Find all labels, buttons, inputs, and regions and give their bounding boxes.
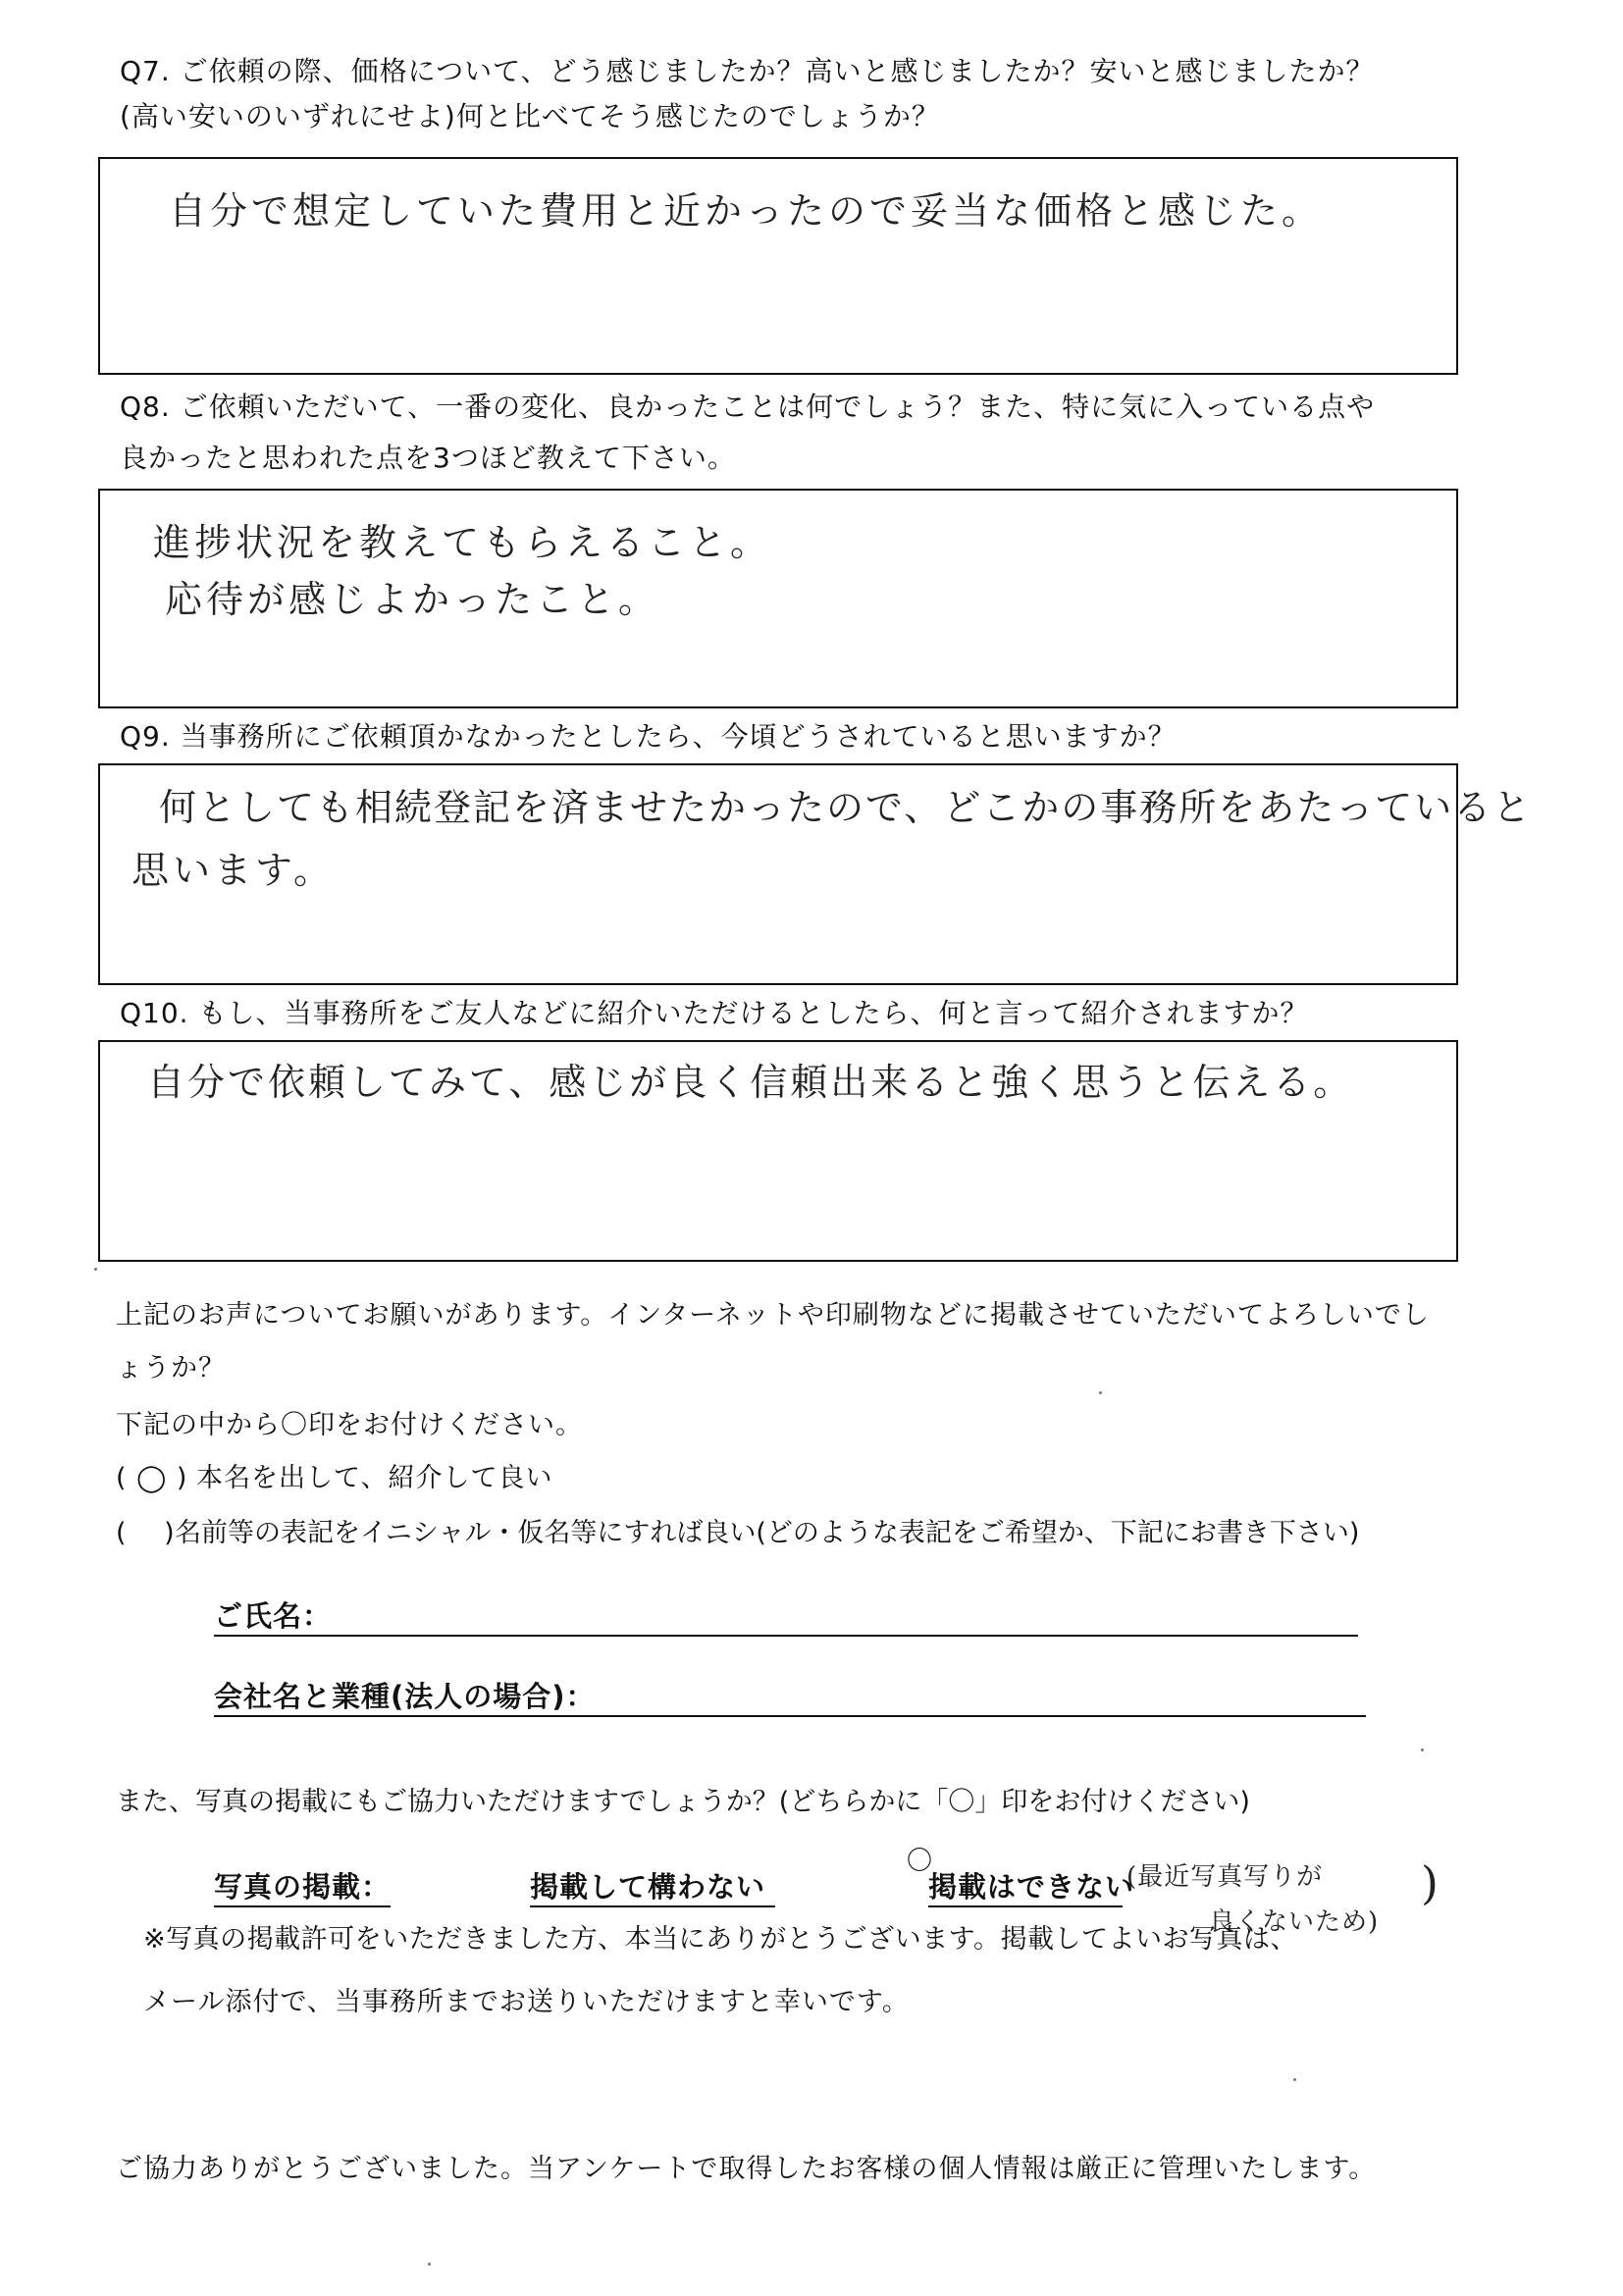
q8-question-line1: Q8. ご依頼いただいて、一番の変化、良かったことは何でしょう？また、特に気に入っている点や [120,391,1376,423]
q8-answer-line2: 応待が感じよかったこと。 [165,578,660,621]
footer-note: ご協力ありがとうございました。当アンケートで取得したお客様の個人情報は厳正に管理いたします。 [116,2154,1377,2184]
q7-answer-box[interactable] [98,157,1458,375]
option1-checkbox[interactable]: ( ◯ ) [116,1463,188,1493]
q10-question: Q10. もし、当事務所をご友人などに紹介いただけるとしたら、何と言って紹介されますか？ [120,997,1309,1029]
q9-answer-line2: 思います。 [131,849,335,892]
q9-answer-box[interactable] [98,763,1533,985]
option2-label: 名前等の表記をイニシャル・仮名等にすれば良い(どのような表記をご希望か、下記にお書き下さい) [175,1518,1360,1548]
option2-checkbox[interactable]: ( ) [116,1518,176,1548]
consent-line3: 下記の中から〇印をお付けください。 [116,1410,583,1440]
scan-speck [94,1268,97,1271]
q7-answer-text: 自分で想定していた費用と近かったので妥当な価格と感じた。 [169,189,1324,233]
photo-option-no-underline [928,1905,1123,1907]
name-label: ご氏名： [214,1599,333,1633]
q7-question-line2: (高い安いのいずれにせよ)何と比べてそう感じたのでしょうか？ [120,100,940,132]
q9-question: Q9. 当事務所にご依頼頂かなかったとしたら、今頃どうされていると思いますか？ [120,720,1177,753]
q10-answer-text: 自分で依頼してみて、感じが良く信頼出来ると強く思うと伝える。 [147,1061,1354,1104]
photo-option-no[interactable]: 掲載はできない [928,1870,1135,1904]
q8-answer-box[interactable] [98,489,1458,708]
photo-label-underline [214,1905,391,1907]
photo-option-no-mark: 〇 [907,1847,934,1876]
q10-answer-box[interactable] [98,1040,1458,1262]
q7-question-line1: Q7. ご依頼の際、価格について、どう感じましたか？高いと感じましたか？安いと感じましたか？ [120,55,1375,87]
photo-note-line1: ※写真の掲載許可をいただきました方、本当にありがとうございます。掲載してよいお写真は、 [143,1924,1297,1955]
q8-question-line2: 良かったと思われた点を3つほど教えて下さい。 [120,442,736,474]
option1-label: 本名を出して、紹介して良い [196,1463,553,1493]
photo-note-line2: メール添付で、当事務所までお送りいただけますと幸いです。 [143,1987,910,2017]
photo-question: また、写真の掲載にもご協力いただけますでしょうか？(どちらかに「〇」印をお付けください) [116,1787,1250,1817]
photo-handwritten-reason-2: 良くないため) [1209,1907,1380,1937]
scan-speck [1421,1748,1424,1751]
consent-line1: 上記のお声についてお願いがあります。インターネットや印刷物などに掲載させていただいてよろしいでし [116,1300,1430,1331]
photo-option-yes-underline [530,1905,775,1907]
photo-option-yes[interactable]: 掲載して構わない [530,1870,766,1904]
q8-answer-line1: 進捗状況を教えてもらえること。 [153,521,772,564]
closing-paren: ) [1421,1856,1442,1909]
scan-speck [1293,2078,1296,2081]
consent-line2: ょうか？ [116,1353,226,1383]
company-field[interactable] [214,1715,1366,1717]
photo-handwritten-reason-1: (最近写真写りが [1126,1862,1324,1892]
company-label: 会社名と業種(法人の場合)： [214,1680,596,1713]
scan-speck [1099,1391,1102,1394]
scan-speck [428,2263,431,2266]
photo-label: 写真の掲載： [214,1870,392,1904]
name-field[interactable] [214,1635,1358,1637]
q9-answer-line1: 何としても相続登記を済ませたかったので、どこかの事務所をあたっていると [159,786,1533,829]
